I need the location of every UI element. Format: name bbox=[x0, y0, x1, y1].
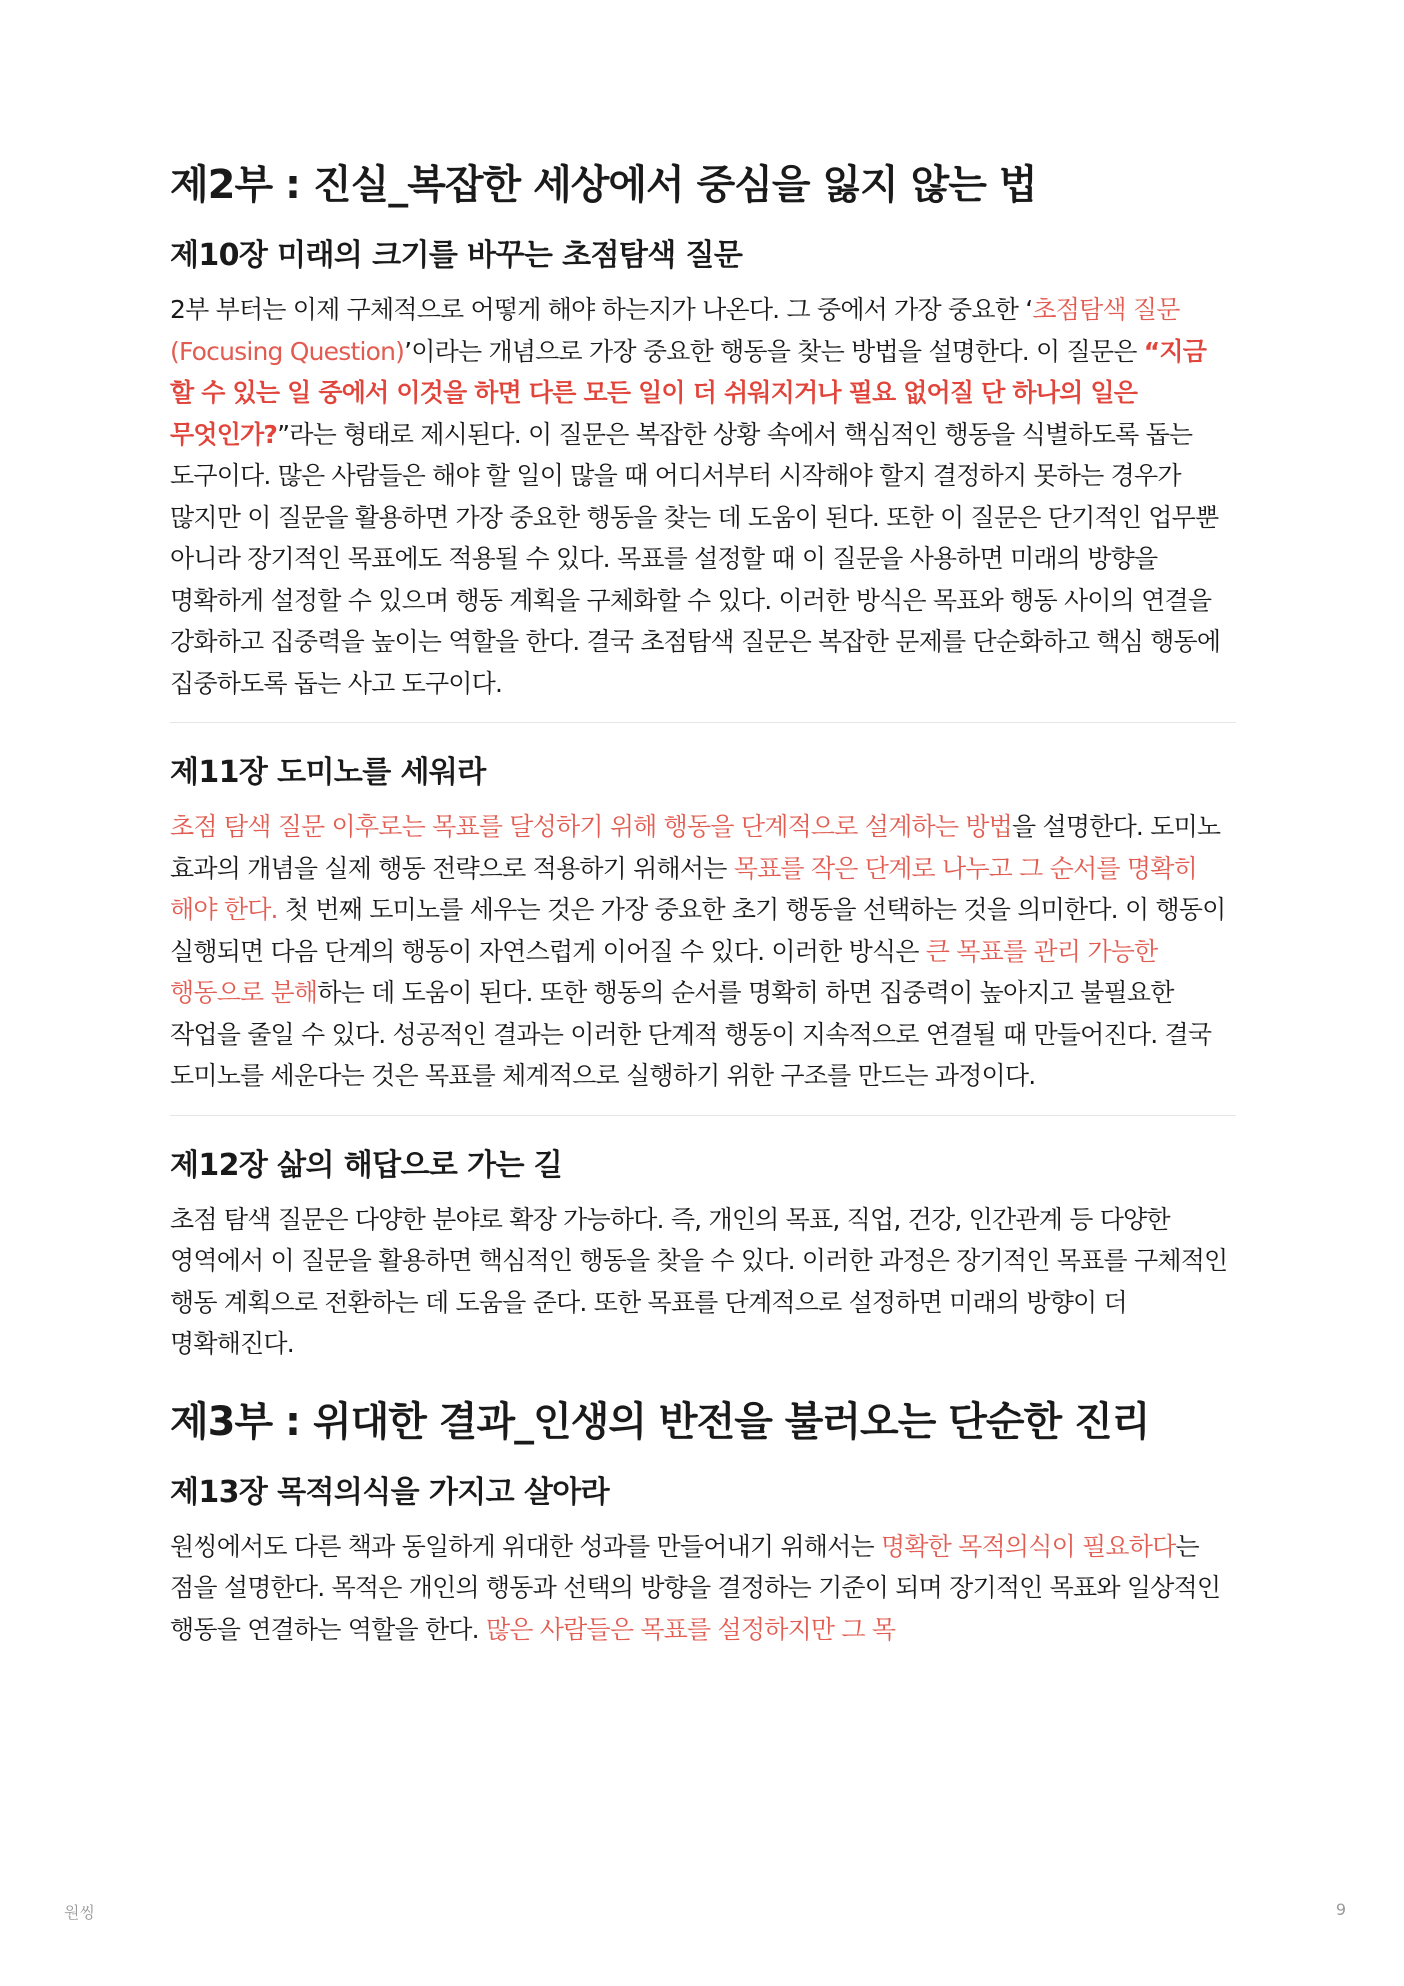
section-divider bbox=[170, 1115, 1236, 1116]
chapter11-text-3: 하는 데 도움이 된다. 또한 행동의 순서를 명확히 하면 집중력이 높아지고 불필요한 작업을 줄일 수 있다. 성공적인 결과는 이러한 단계적 행동이 지속적으로 연결될 때 만들어진다. 결국 도미노를 세운다는 것은 목표를 체계적으로 실행하기 위한 구조를 만드는 과정이다. bbox=[170, 978, 1212, 1090]
chapter13-heading: 제13장 목적의식을 가지고 살아라 bbox=[170, 1474, 610, 1510]
chapter13-highlight-1: 명확한 목적의식이 필요하다 bbox=[880, 1531, 1176, 1561]
footer-book-title: 원씽 bbox=[64, 1903, 95, 1922]
chapter10-highlight-question: “지금 할 수 있는 일 중에서 이것을 하면 다른 모든 일이 더 쉬워지거나 필요 없어질 단 하나의 일은 무엇인가? bbox=[170, 336, 1207, 449]
chapter13-text-2: 는 점을 설명한다. 목적은 개인의 행동과 선택의 방향을 결정하는 기준이 되며 장기적인 목표와 일상적인 행동을 연결하는 역할을 한다. bbox=[170, 1531, 1221, 1644]
chapter11-text-1: 을 설명한다. 도미노 효과의 개념을 실제 행동 전략으로 적용하기 위해서는 bbox=[170, 812, 1221, 883]
chapter13-text-1: 원씽에서도 다른 책과 동일하게 위대한 성과를 만들어내기 위해서는 bbox=[170, 1531, 881, 1561]
part3-heading: 제3부 : 위대한 결과_인생의 반전을 불러오는 단순한 진리 bbox=[170, 1398, 1150, 1445]
chapter11-heading: 제11장 도미노를 세워라 bbox=[170, 755, 486, 790]
document-body bbox=[170, 160, 1236, 1650]
chapter11-highlight-2: 목표를 작은 단계로 나누고 그 순서를 명확히 해야 한다. bbox=[170, 853, 1197, 924]
chapter11-paragraph bbox=[170, 806, 1236, 1097]
chapter10-highlight-1: 초점탐색 질문(Focusing Question) bbox=[170, 295, 1180, 366]
chapter10-paragraph bbox=[170, 289, 1236, 704]
chapter11-text-2: 첫 번째 도미노를 세우는 것은 가장 중요한 초기 행동을 선택하는 것을 의미한다. 이 행동이 실행되면 다음 단계의 행동이 자연스럽게 이어질 수 있다. 이러한 방식은 bbox=[170, 895, 1226, 966]
chapter11-highlight-3: 큰 목표를 관리 가능한 행동으로 분해 bbox=[170, 936, 1158, 1007]
chapter12-paragraph: 초점 탐색 질문은 다양한 분야로 확장 가능하다. 즉, 개인의 목표, 직업, 건강, 인간관계 등 다양한 영역에서 이 질문을 활용하면 핵심적인 행동을 찾을 수 있다. 이러한 과정은 장기적인 목표를 구체적인 행동 계획으로 전환하는 데 도움을 준다. 또한 목표를 단계적으로 설정하면 미래의 방향이 더 명확해진다. bbox=[170, 1204, 1228, 1358]
section-divider bbox=[170, 722, 1236, 723]
chapter11-highlight-1: 초점 탐색 질문 이후로는 목표를 달성하기 위해 행동을 단계적으로 설계하는 방법 bbox=[170, 812, 1013, 841]
chapter10-text-3: ”라는 형태로 제시된다. 이 질문은 복잡한 상황 속에서 핵심적인 행동을 식별하도록 돕는 도구이다. 많은 사람들은 해야 할 일이 많을 때 어디서부터 시작해야 할지 결정하지 못하는 경우가 많지만 이 질문을 활용하면 가장 중요한 행동을 찾는 데 도움이 된다. 또한 이 질문은 단기적인 업무뿐 아니라 장기적인 목표에도 적용될 수 있다. 목표를 설정할 때 이 질문을 사용하면 미래의 방향을 명확하게 설정할 수 있으며 행동 계획을 구체화할 수 있다. 이러한 방식은 목표와 행동 사이의 연결을 강화하고 집중력을 높이는 역할을 한다. 결국 초점탐색 질문은 복잡한 문제를 단순화하고 핵심 행동에 집중하도록 돕는 사고 도구이다. bbox=[170, 419, 1221, 698]
part2-heading: 제2부 : 진실_복잡한 세상에서 중심을 잃지 않는 법 bbox=[170, 162, 1037, 208]
page-number: 9 bbox=[1335, 1900, 1346, 1919]
chapter13-paragraph bbox=[170, 1526, 1236, 1651]
chapter10-text-2: ’이라는 개념으로 가장 중요한 행동을 찾는 방법을 설명한다. 이 질문은 bbox=[404, 336, 1144, 366]
chapter10-heading: 제10장 미래의 크기를 바꾸는 초점탐색 질문 bbox=[170, 238, 743, 273]
chapter13-highlight-2: 많은 사람들은 목표를 설정하지만 그 목 bbox=[485, 1614, 896, 1644]
spacer bbox=[170, 1365, 1236, 1397]
chapter10-text-1: 2부 부터는 이제 구체적으로 어떻게 해야 하는지가 나온다. 그 중에서 가장 중요한 ‘ bbox=[170, 295, 1033, 324]
chapter12-heading: 제12장 삶의 해답으로 가는 길 bbox=[170, 1147, 563, 1183]
